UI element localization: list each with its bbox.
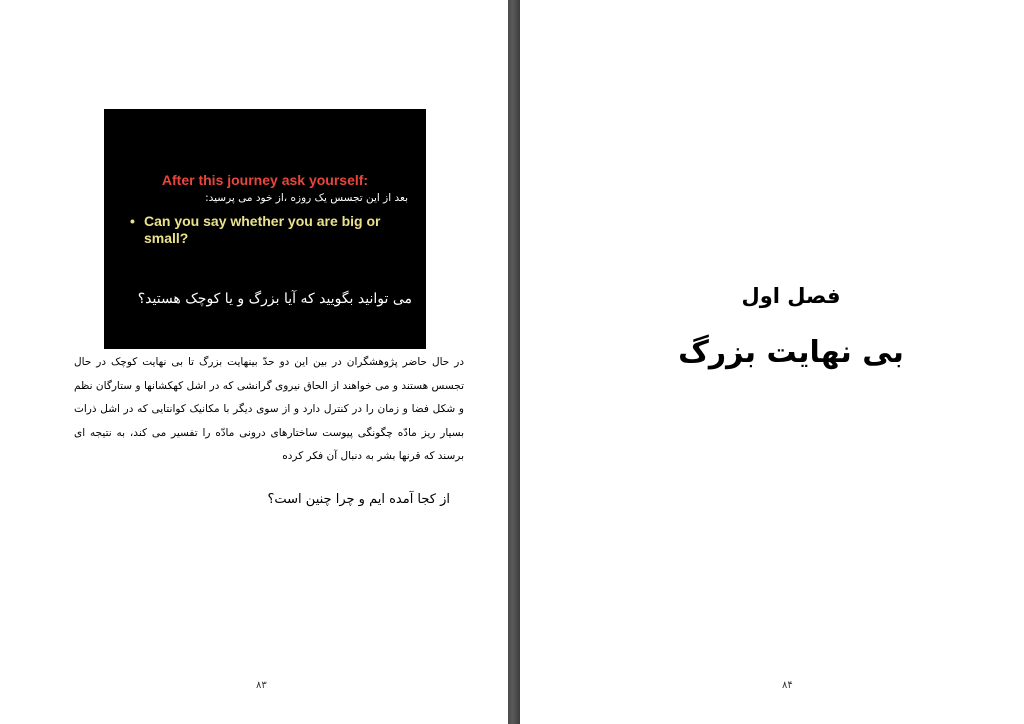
chapter-label: فصل اول [741, 284, 841, 308]
slide-farsi-question: می توانید بگویید که آیا بزرگ و یا کوچک هستید؟ [137, 291, 412, 307]
left-page [0, 0, 508, 724]
chapter-title: بی نهایت بزرگ [678, 335, 904, 370]
body-question: از کجا آمده ایم و چرا چنین است؟ [267, 492, 450, 507]
slide-title: After this journey ask yourself: [161, 172, 369, 188]
page-number: ۸۳ [256, 680, 267, 691]
page-number: ۸۴ [782, 680, 793, 691]
page-gutter [508, 0, 520, 724]
bullet-icon: • [130, 213, 135, 229]
slide-bullet-item [130, 213, 390, 247]
slide-farsi-line: بعد از این تجسس یک روزه ،از خود می پرسید: [205, 192, 408, 204]
body-paragraph: در حال حاضر پژوهشگران در بین این دو حدّ بینهایت بزرگ تا بی نهایت کوچک در حال تجسس هستند و می خواهند از الحاق نیروی گرانشی که در اشل کهکشانها و ستارگان نظم و شکل فضا و زمان را در کنترل دارد و از سوی دیگر با مکانیک کوانتایی که در اشل ذرات بسیار ریز مادّه چگونگی پیوست ساختارهای درونی مادّه را تفسیر می کند، به نتیجه ای برسند که قرنها بشر به دنبال آن فکر کرده [74, 356, 464, 462]
slide-bullet-text: Can you say whether you are big or small? [144, 213, 381, 246]
right-page [520, 0, 1024, 724]
slide-image [104, 109, 426, 349]
